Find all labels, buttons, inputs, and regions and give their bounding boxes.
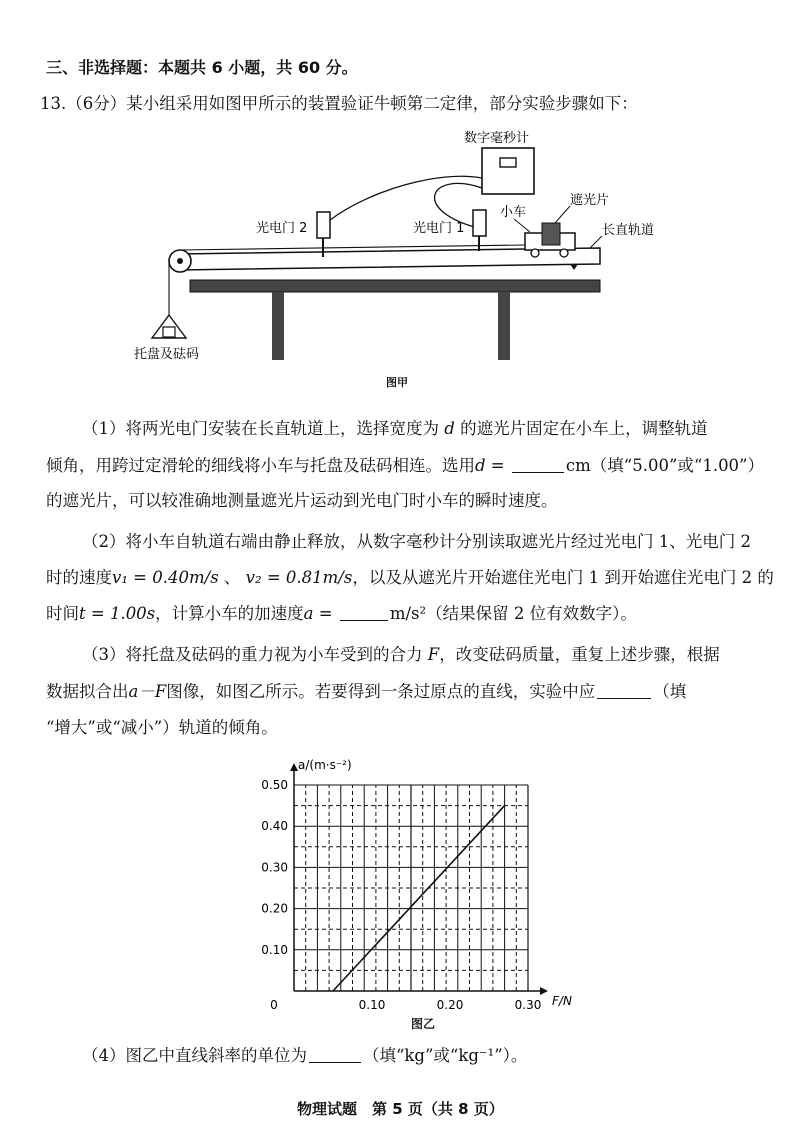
step2-text-b: ，以及从遮光片开始遮住光电门 1 到开始遮住光电门 2 的 xyxy=(352,568,774,587)
step2-sep: 、 xyxy=(218,568,246,587)
step1-line1 xyxy=(82,418,708,440)
step1-line2 xyxy=(46,455,764,477)
a-F-chart xyxy=(240,755,580,1030)
x-tick-label: 0.10 xyxy=(358,998,386,1012)
step2-text-d: ，计算小车的加速度 xyxy=(155,604,304,623)
y-tick-label: 0.20 xyxy=(261,901,288,916)
label-timer: 数字毫秒计 xyxy=(464,131,530,146)
step1-text-a: （1）将两光电门安装在长直轨道上，选择宽度为 xyxy=(82,419,439,438)
step2-text-a: 时的速度 xyxy=(46,568,112,587)
step1-var-d: d xyxy=(444,419,455,438)
question-intro: 某小组采用如图甲所示的装置验证牛顿第二定律，部分实验步骤如下： xyxy=(126,94,638,113)
step3-text-e: （填 xyxy=(653,682,687,701)
pulley-axle xyxy=(177,258,183,264)
section-title: 三、非选择题：本题共 6 小题，共 60 分。 xyxy=(46,58,358,77)
step3-var-F: F xyxy=(427,645,440,664)
step1-line3: 的遮光片，可以较准确地测量遮光片运动到光电门时小车的瞬时速度。 xyxy=(46,491,558,510)
step3-line1 xyxy=(82,644,720,666)
step1-eq: = xyxy=(485,456,510,475)
x-axis-arrow xyxy=(540,987,548,995)
step3-line3: “增大”或“减小”）轨道的倾角。 xyxy=(46,718,278,737)
label-gate1: 光电门 1 xyxy=(413,221,465,236)
x-tick-label: 0.30 xyxy=(514,998,542,1012)
step2-v1: v₁ = 0.40m/s xyxy=(112,568,219,587)
answer-blank-3[interactable] xyxy=(597,682,651,699)
step1-text-d: cm（填“5.00”或“1.00”） xyxy=(565,456,764,475)
step2-v2: v₂ = 0.81m/s xyxy=(245,568,353,587)
question-score: （6分） xyxy=(66,94,127,113)
step3-var-aF: a－F xyxy=(128,682,167,701)
step3-text-b: ，改变砝码质量，重复上述步骤，根据 xyxy=(439,645,720,664)
y-tick-label: 0.10 xyxy=(261,942,288,957)
x-axis-label: F/N xyxy=(552,994,572,1008)
step2-a: a = xyxy=(303,604,338,623)
step2-text-c: 时间 xyxy=(46,604,79,623)
label-weights: 托盘及砝码 xyxy=(134,347,200,362)
step3-text-a: （3）将托盘及砝码的重力视为小车受到的合力 xyxy=(82,645,423,664)
answer-blank-4[interactable] xyxy=(309,1046,361,1063)
chart-grid xyxy=(294,785,528,991)
chart-ticks xyxy=(261,758,572,1012)
photogate-1 xyxy=(473,210,486,236)
weight-block xyxy=(163,327,175,337)
table-leg-right xyxy=(498,292,510,360)
step2-line2 xyxy=(46,567,774,589)
shutter-leader xyxy=(555,206,570,223)
apparatus-figure xyxy=(130,120,690,365)
x-tick-label: 0.20 xyxy=(436,998,464,1012)
y-tick-label: 0.50 xyxy=(261,778,288,792)
answer-blank-2[interactable] xyxy=(340,604,388,621)
step3-text-c: 数据拟合出 xyxy=(46,682,129,701)
step1-text-c: 倾角，用跨过定滑轮的细线将小车与托盘及砝码相连。选用 xyxy=(46,456,475,475)
figure-a-caption: 图甲 xyxy=(386,376,408,389)
table-leg-left xyxy=(272,292,284,360)
track-wedge xyxy=(570,264,578,270)
step2-text-e: m/s²（结果保留 2 位有效数字）。 xyxy=(389,604,637,623)
track-leader xyxy=(590,236,602,248)
cart-leader xyxy=(514,219,530,232)
step3-text-d: 图像，如图乙所示。若要得到一条过原点的直线，实验中应 xyxy=(166,682,596,701)
y-axis-arrow xyxy=(290,763,298,771)
page-footer: 物理试题 第 5 页（共 8 页） xyxy=(297,1100,504,1118)
cart-wheel-left xyxy=(531,249,539,257)
y-tick-label: 0.30 xyxy=(261,860,288,875)
step4-line1 xyxy=(82,1045,527,1067)
chart-series xyxy=(333,806,505,991)
label-shutter: 遮光片 xyxy=(570,193,610,208)
step2-t: t = 1.00s xyxy=(79,604,156,623)
figure-b-caption: 图乙 xyxy=(411,1017,436,1031)
question-header xyxy=(40,93,638,115)
photogate-2 xyxy=(317,212,330,238)
cart-wheel-right xyxy=(560,249,568,257)
x-tick-label: 0 xyxy=(270,998,278,1012)
shutter-plate xyxy=(542,223,560,245)
y-tick-label: 0.40 xyxy=(261,819,288,834)
label-cart: 小车 xyxy=(500,205,527,220)
step4-text-a: （4）图乙中直线斜率的单位为 xyxy=(82,1046,307,1065)
label-gate2: 光电门 2 xyxy=(256,221,308,236)
step3-line2 xyxy=(46,681,686,703)
answer-blank-1[interactable] xyxy=(512,456,564,473)
y-axis-label: a/(m·s⁻²) xyxy=(298,758,352,772)
table-top xyxy=(190,280,600,292)
timer-box xyxy=(482,148,534,194)
step1-text-b: 的遮光片固定在小车上，调整轨道 xyxy=(460,419,708,438)
step2-line3 xyxy=(46,603,637,625)
step4-text-b: （填“kg”或“kg⁻¹”）。 xyxy=(363,1046,528,1065)
step1-var-d2: d xyxy=(475,456,486,475)
label-track: 长直轨道 xyxy=(602,223,655,238)
question-number: 13. xyxy=(40,94,67,113)
fit-line xyxy=(333,806,505,991)
step2-line1: （2）将小车自轨道右端由静止释放，从数字毫秒计分别读取遮光片经过光电门 1、光电门 2 xyxy=(82,532,751,551)
